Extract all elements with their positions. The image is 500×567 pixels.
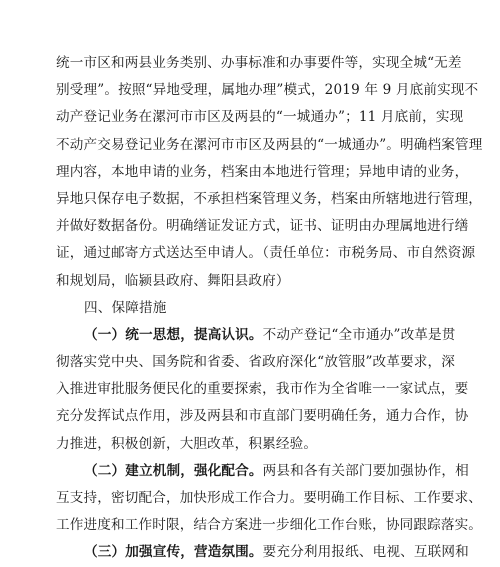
body-line: 别受理”。按照“异地受理，属地办理”模式，2019 年 9 月底前实现不: [56, 82, 479, 99]
body-line: 异地只保存电子数据，不承担档案管理义务，档案由所辖地进行管理，: [56, 190, 483, 207]
body-line: 并做好数据备份。明确缮证发证方式，证书、证明由办理属地进行缮: [56, 218, 469, 235]
paragraph-first-line: [56, 322, 456, 349]
body-line: 动产登记业务在漯河市市区及两县的“一城通办”；11 月底前，实现: [56, 109, 464, 126]
body-line: 工作进度和工作时限，结合方案进一步细化工作台账，协同跟踪落实。: [56, 517, 483, 534]
body-line: 和规划局，临颍县政府、舞阳县政府）: [56, 272, 290, 289]
body-line: 充分发挥试点作用，涉及两县和市直部门要明确任务，通力合作，协: [56, 408, 469, 425]
paragraph-text: 两县和各有关部门要加强协作，相: [262, 462, 469, 479]
body-line: 互支持，密切配合，加快形成工作合力。要明确工作目标、工作要求、: [56, 490, 483, 506]
body-line: 证，通过邮寄方式送达至申请人。（责任单位：市税务局、市自然资源: [56, 245, 476, 262]
paragraph-heading: （三）加强宣传，营造氛围。: [84, 544, 263, 561]
body-line: 力推进，积极创新，大胆改革，积累经验。: [56, 435, 318, 452]
body-line: 不动产交易登记业务在漯河市市区及两县的“一城通办”。明确档案管理: [56, 136, 483, 153]
body-line: 彻落实党中央、国务院和省委、省政府深化“放管服”改革要求，深: [56, 354, 456, 371]
paragraph-heading: （二）建立机制，强化配合。: [84, 462, 263, 479]
paragraph-first-line: [56, 458, 469, 485]
section-heading: 四、保障措施: [84, 299, 167, 316]
paragraph-first-line: [56, 539, 469, 566]
body-line: 入推进审批服务便民化的重要探索，我市作为全省唯一一家试点，要: [56, 381, 469, 398]
paragraph-heading: （一）统一思想，提高认识。: [84, 326, 263, 343]
body-line: 理内容，本地申请的业务，档案由本地进行管理；异地申请的业务，: [56, 163, 469, 180]
paragraph-text: 不动产登记“全市通办”改革是贯: [262, 326, 456, 343]
paragraph-text: 要充分利用报纸、电视、互联网和: [262, 544, 469, 561]
body-line: 统一市区和两县业务类别、办事标准和办事要件等，实现全城“无差: [56, 55, 462, 71]
